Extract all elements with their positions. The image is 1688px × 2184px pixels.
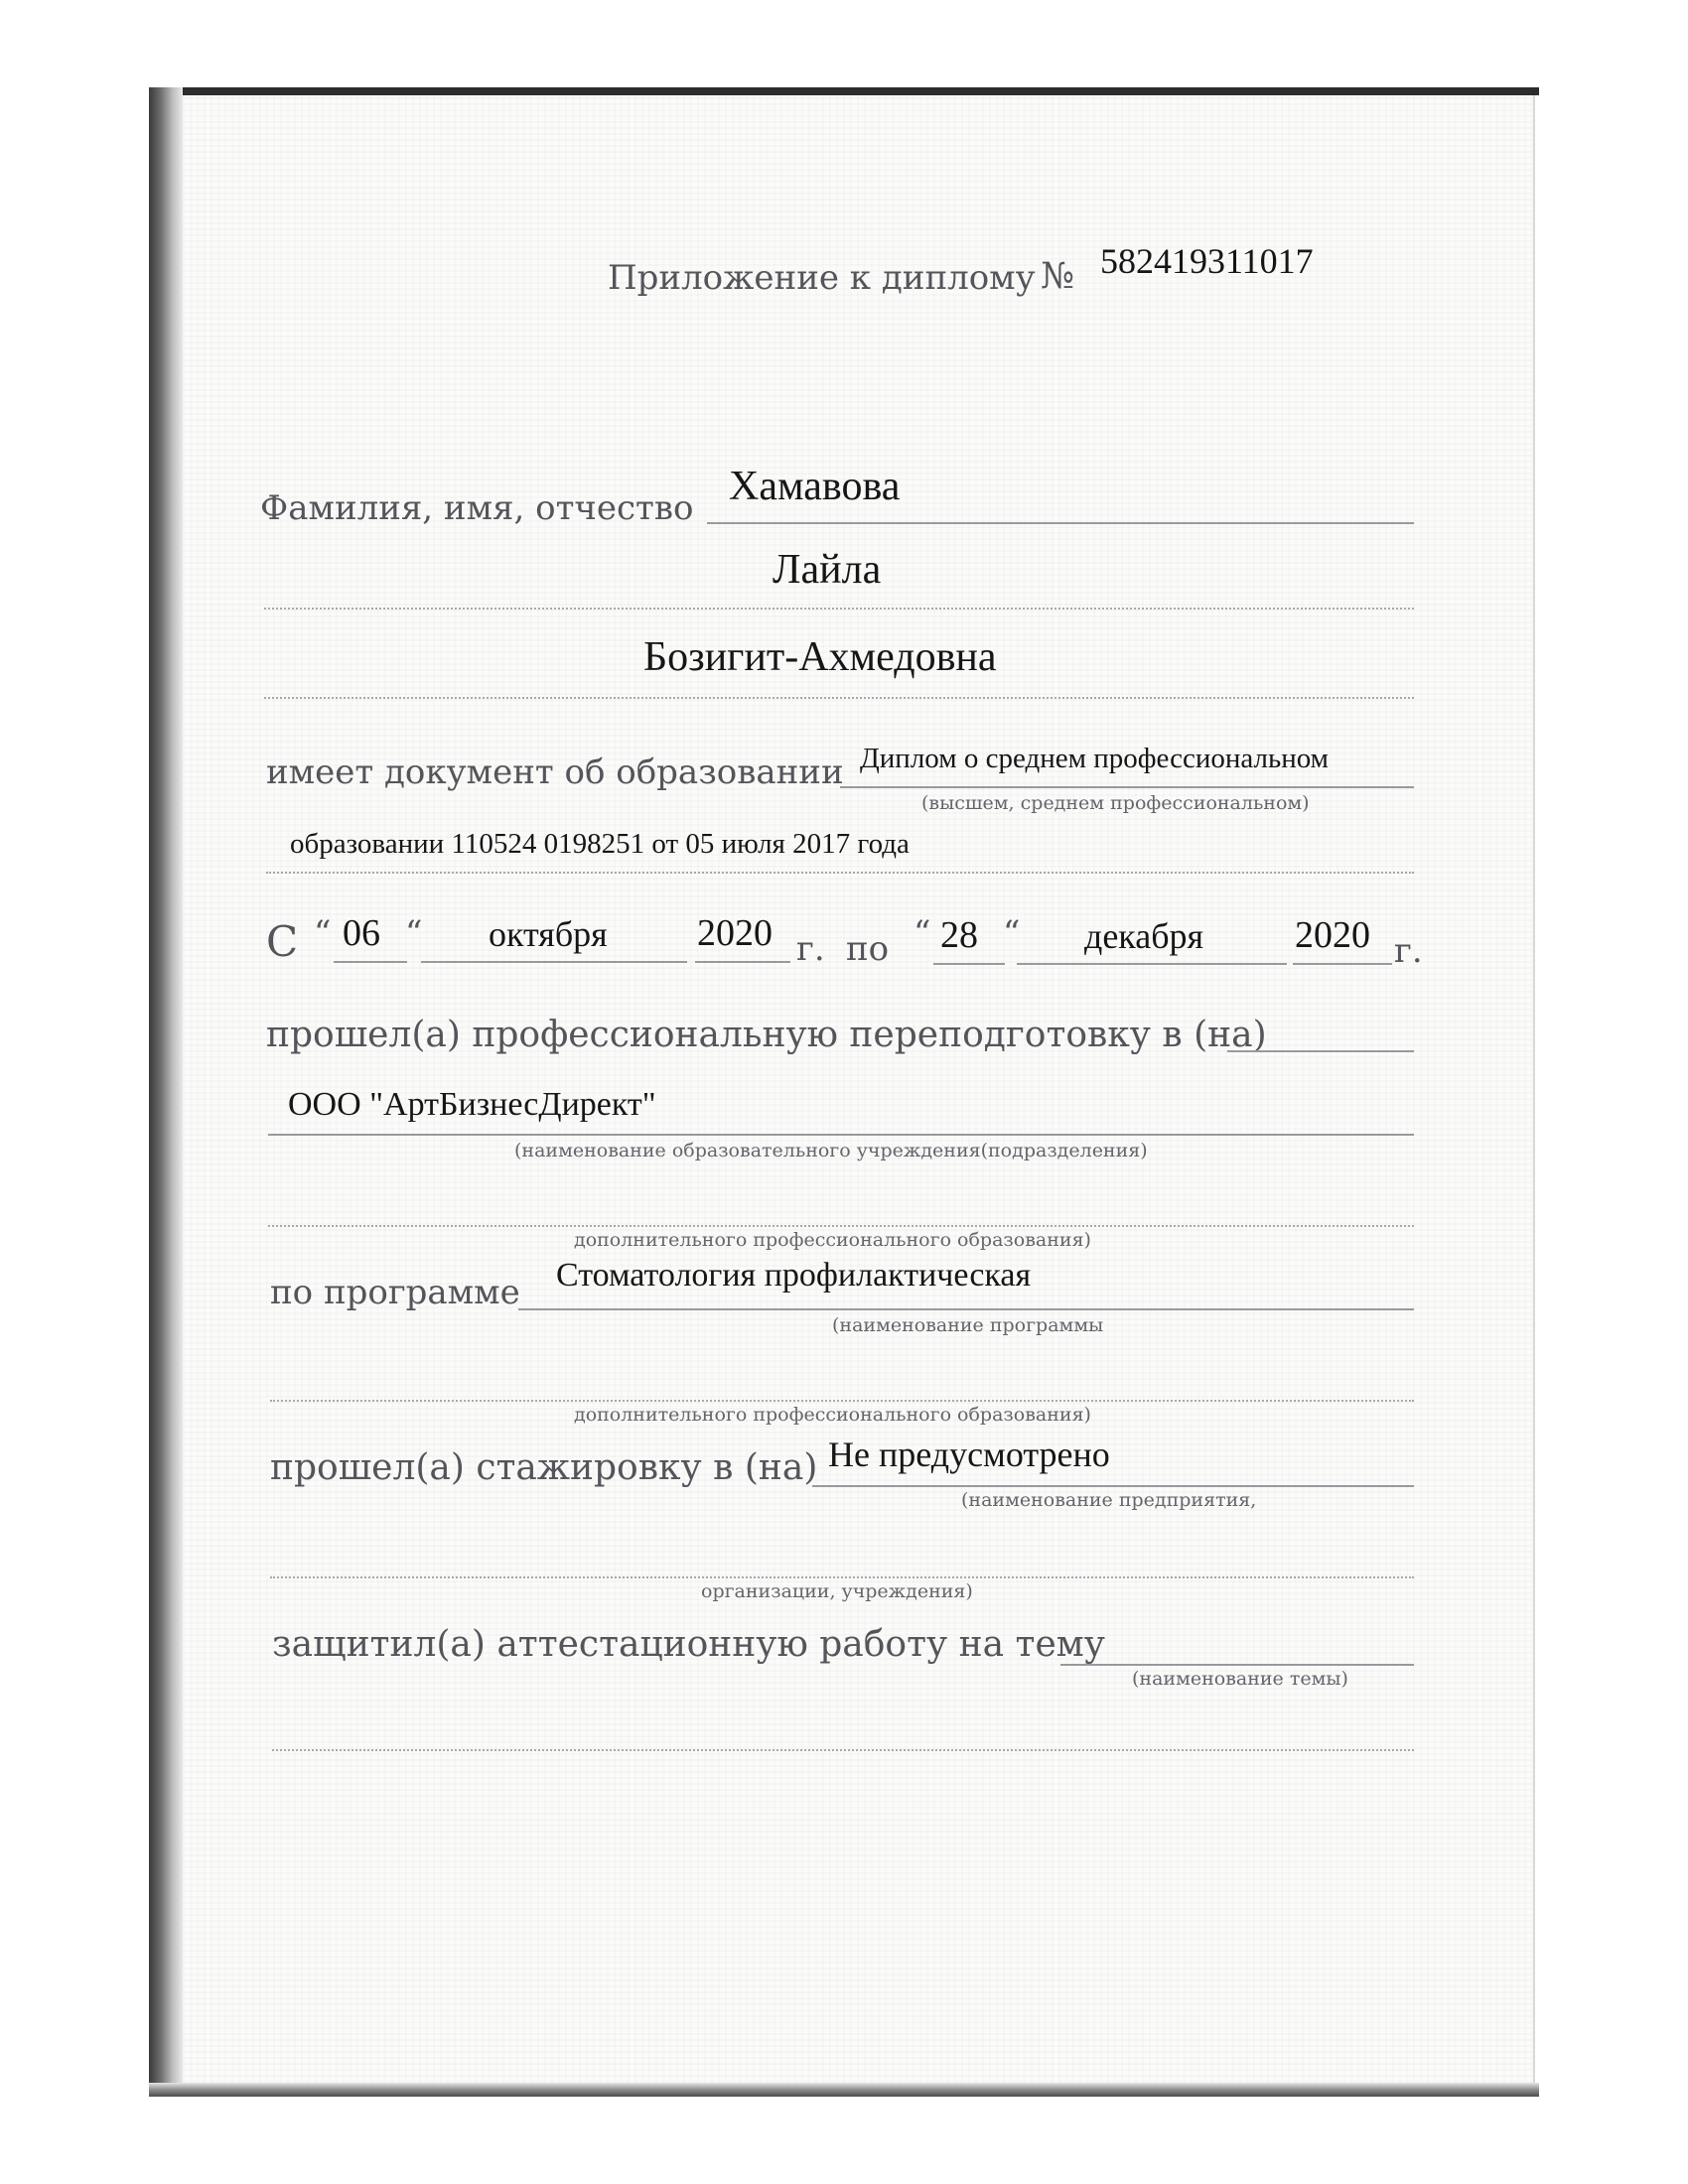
education-line-2 (266, 872, 1414, 874)
period-from-year: 2020 (697, 912, 773, 954)
program-line-2 (270, 1400, 1414, 1402)
thesis-line-1 (1060, 1664, 1414, 1666)
period-to-day-line (933, 963, 1005, 965)
period-from-prefix: С (266, 917, 299, 966)
fio-label: Фамилия, имя, отчество (260, 488, 694, 528)
thesis-line-2 (272, 1749, 1414, 1751)
fio-patronymic: Бозигит-Ахмедовна (643, 634, 997, 680)
diploma-number: 582419311017 (1100, 241, 1314, 281)
program-value: Стоматология профилактическая (556, 1257, 1032, 1294)
retraining-institution: ООО "АртБизнесДирект" (288, 1086, 656, 1123)
period-from-day: 06 (343, 912, 380, 954)
period-to-quote-open: “ (914, 913, 931, 953)
internship-line-1 (812, 1485, 1414, 1487)
retraining-hint-2: дополнительного профессионального образования) (574, 1229, 1091, 1251)
period-to-quote-close: “ (1003, 913, 1021, 953)
period-from-quote-close: “ (405, 913, 423, 953)
fio-line-3 (264, 697, 1414, 699)
education-hint: (высшем, среднем профессиональном) (921, 792, 1310, 814)
period-to-year-line (1293, 963, 1392, 965)
retraining-line-3 (268, 1225, 1414, 1227)
period-to-year-suffix: г. (1394, 931, 1423, 971)
thesis-hint: (наименование темы) (1132, 1668, 1348, 1690)
period-to-prefix: по (846, 929, 890, 969)
period-to-day: 28 (940, 914, 978, 956)
internship-hint-1: (наименование предприятия, (961, 1489, 1257, 1511)
period-from-month: октября (489, 914, 608, 954)
period-from-day-line (334, 961, 407, 963)
period-from-year-suffix: г. (796, 929, 825, 969)
header-number-sign: № (1041, 256, 1075, 297)
period-from-quote-open: “ (314, 913, 332, 953)
program-hint-2: дополнительного профессионального образования) (574, 1404, 1091, 1426)
retraining-line-1 (1227, 1050, 1414, 1052)
fio-surname: Хамавова (729, 464, 901, 509)
education-line-1 (840, 786, 1414, 788)
period-to-year: 2020 (1295, 914, 1370, 956)
cover-edge-top (149, 87, 1539, 95)
internship-hint-2: организации, учреждения) (701, 1580, 973, 1602)
cover-edge-left (149, 87, 183, 2097)
internship-label: прошел(а) стажировку в (на) (270, 1447, 818, 1488)
period-to-month: декабря (1084, 916, 1204, 956)
internship-value: Не предусмотрено (828, 1434, 1110, 1474)
fio-line-2 (264, 608, 1414, 610)
period-from-year-line (695, 961, 790, 963)
retraining-hint-1: (наименование образовательного учреждения(подразделения) (514, 1140, 1148, 1161)
header-title: Приложение к диплому (608, 258, 1036, 298)
retraining-label: прошел(а) профессиональную переподготовку в (на) (266, 1015, 1267, 1055)
fio-line-1 (707, 522, 1414, 524)
program-label: по программе (270, 1273, 520, 1312)
period-to-month-line (1017, 963, 1287, 965)
thesis-label: защитил(а) аттестационную работу на тему (272, 1624, 1105, 1665)
cover-edge-bottom (149, 2083, 1539, 2097)
fio-name: Лайла (773, 547, 882, 593)
education-value-2: образовании 110524 0198251 от 05 июля 2017 года (290, 828, 910, 860)
period-from-month-line (421, 961, 687, 963)
internship-line-2 (270, 1576, 1414, 1578)
program-hint-1: (наименование программы (832, 1314, 1104, 1336)
education-value-1: Диплом о среднем профессиональном (860, 743, 1330, 774)
retraining-line-2 (268, 1134, 1414, 1136)
program-line-1 (518, 1308, 1414, 1310)
education-label: имеет документ об образовании (266, 752, 844, 792)
